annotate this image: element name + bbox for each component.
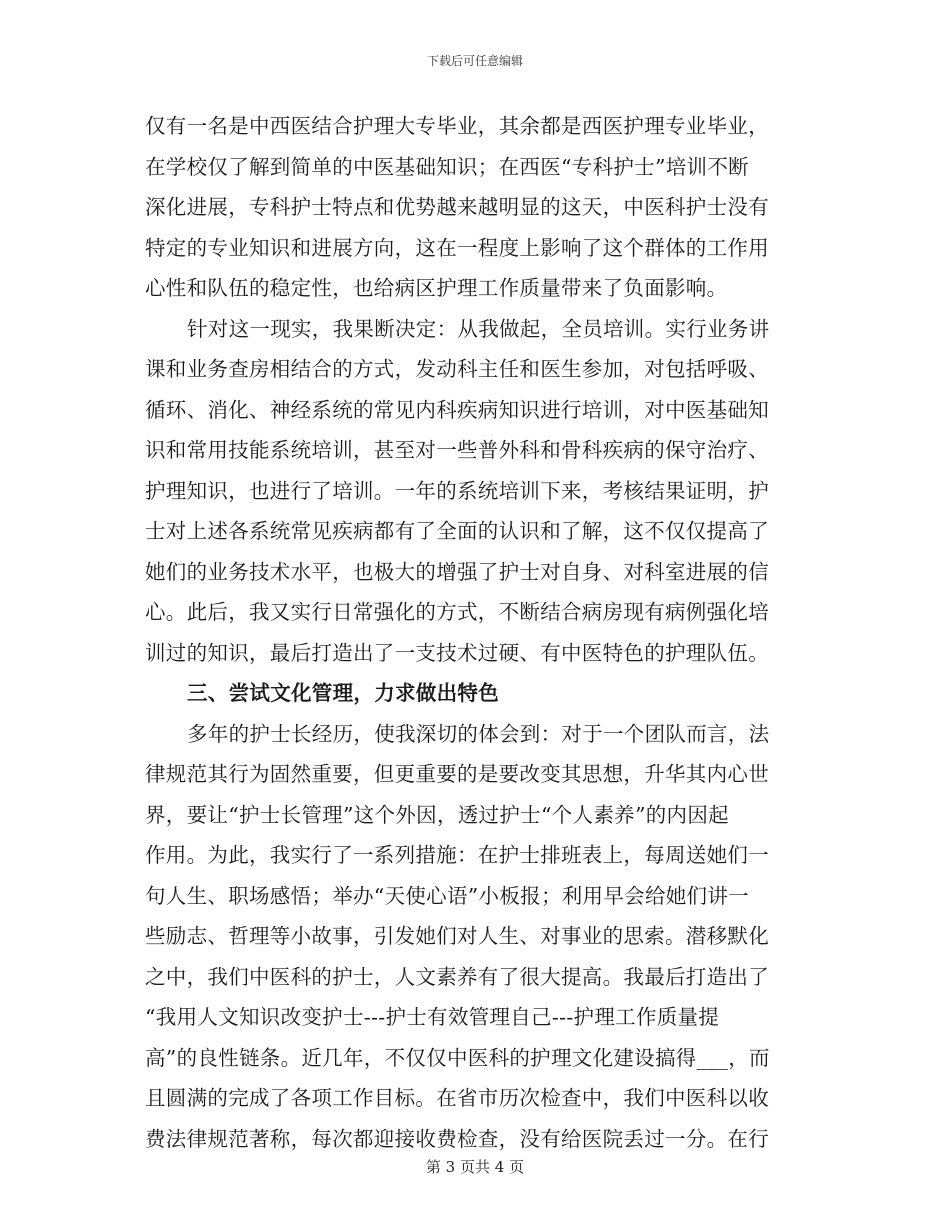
text-line: 心性和队伍的稳定性，也给病区护理工作质量带来了负面影响。 — [145, 276, 728, 300]
text-line: 作用。为此，我实行了一系列措施：在护士排班表上，每周送她们一 — [145, 843, 769, 867]
text-line: 特定的专业知识和进展方向，这在一程度上影响了这个群体的工作用 — [145, 235, 769, 260]
text-line: 士对上述各系统常见疾病都有了全面的认识和了解，这不仅仅提高了 — [145, 519, 769, 543]
text-line: 高”的良性链条。近几年，不仅仅中医科的护理文化建设搞得___，而 — [145, 1045, 770, 1070]
text-line: 心。此后，我又实行日常强化的方式，不断结合病房现有病例强化培 — [145, 600, 769, 624]
text-line: 律规范其行为固然重要，但更重要的是要改变其思想，升华其内心世 — [145, 762, 769, 786]
text-line: 她们的业务技术水平，也极大的增强了护士对自身、对科室进展的信 — [145, 559, 769, 584]
document-body — [145, 106, 810, 1159]
text-line: 且圆满的完成了各项工作目标。在省市历次检查中，我们中医科以收 — [145, 1086, 769, 1110]
text-line: 仅有一名是中西医结合护理大专毕业，其余都是西医护理专业毕业， — [145, 114, 769, 138]
text-line: “我用人文知识改变护士---护士有效管理自己---护理工作质量提 — [145, 1005, 720, 1029]
text-line: 些励志、哲理等小故事，引发她们对人生、对事业的思索。潜移默化 — [145, 924, 769, 948]
text-line: 训过的知识，最后打造出了一支技术过硬、有中医特色的护理队伍。 — [145, 640, 769, 665]
text-line: 护理知识，也进行了培训。一年的系统培训下来，考核结果证明，护 — [145, 478, 769, 503]
text-line: 识和常用技能系统培训，甚至对一些普外科和骨科疾病的保守治疗、 — [145, 438, 769, 462]
text-line: 费法律规范著称，每次都迎接收费检查，没有给医院丢过一分。在行 — [145, 1126, 769, 1151]
text-line: 之中，我们中医科的护士，人文素养有了很大提高。我最后打造出了 — [145, 964, 769, 989]
text-line: 深化进展，专科护士特点和优势越来越明显的这天，中医科护士没有 — [145, 195, 769, 219]
page-number-footer: 第 3 页共 4 页 — [425, 1158, 525, 1176]
section-heading: 三、尝试文化管理，力求做出特色 — [187, 681, 499, 705]
text-line: 多年的护士长经历，使我深切的体会到：对于一个团队而言，法 — [187, 721, 770, 746]
page-header: 下载后可任意编辑 — [426, 54, 523, 68]
text-line: 课和业务查房相结合的方式，发动科主任和医生参加，对包括呼吸、 — [145, 357, 769, 381]
text-line: 在学校仅了解到简单的中医基础知识；在西医“专科护士”培训不断 — [145, 154, 749, 179]
text-line: 循环、消化、神经系统的常见内科疾病知识进行培训，对中医基础知 — [145, 397, 769, 422]
text-line: 句人生、职场感悟；举办“天使心语”小板报；利用早会给她们讲一 — [145, 883, 749, 908]
text-line: 界，要让“护士长管理”这个外因，透过护士“个人素养”的内因起 — [145, 802, 729, 827]
text-line: 针对这一现实，我果断决定：从我做起，全员培训。实行业务讲 — [187, 316, 770, 341]
